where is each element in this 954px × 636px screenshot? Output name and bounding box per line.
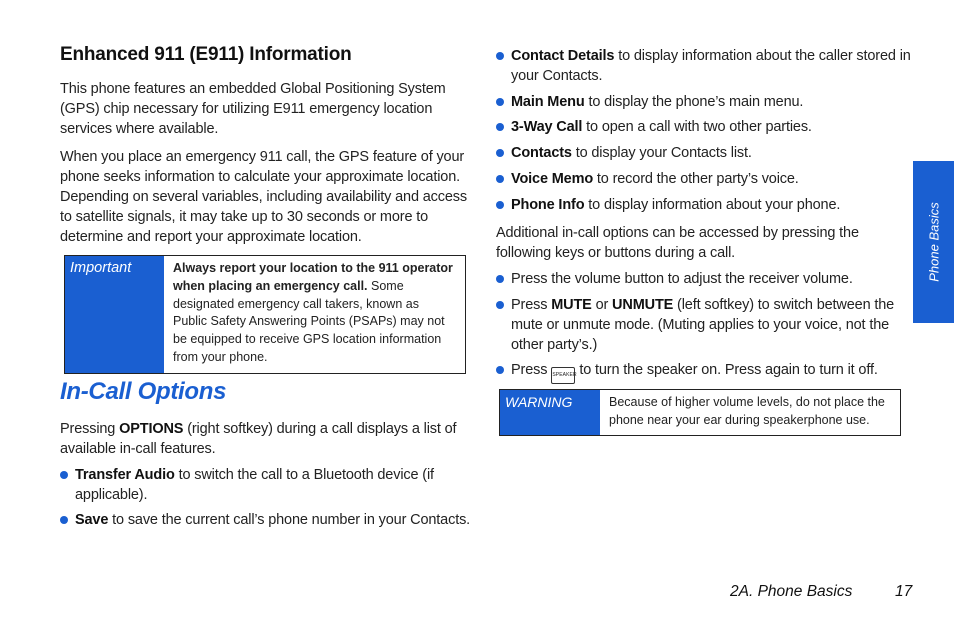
list-item: [496, 143, 921, 163]
e911-paragraph-1: This phone features an embedded Global Positioning System (GPS) chip necessary for utilizing E911 emergency location services where available.: [60, 81, 446, 137]
unmute-key: UNMUTE: [612, 297, 674, 313]
mute-mid: or: [591, 297, 613, 313]
bullet-key: Contact Details: [511, 48, 615, 64]
list-item: [60, 510, 495, 530]
list-item: [496, 92, 921, 112]
warning-text: Because of higher volume levels, do not place the phone near your ear during speakerphone use.: [609, 395, 885, 427]
bullet-key: Transfer Audio: [75, 467, 175, 483]
bullet-key: 3-Way Call: [511, 119, 583, 135]
bullet-text: to open a call with two other parties.: [582, 119, 812, 135]
bullet-text: to display the phone’s main menu.: [584, 94, 804, 110]
footer-section-label: 2A. Phone Basics: [730, 583, 853, 600]
important-text: Some designated emergency call takers, known as Public Safety Answering Points (PSAPs) may not be equipped to receive GPS location information from your phone.: [173, 278, 445, 364]
bullet-icon: [60, 516, 68, 524]
bullet-key: Save: [75, 512, 109, 528]
warning-note-box: [499, 389, 901, 436]
bullet-text: to switch the call to a Bluetooth device (if applicable).: [75, 467, 434, 503]
list-item: [496, 295, 911, 355]
list-item: [496, 269, 921, 289]
bullet-icon: [496, 201, 504, 209]
bullet-text: to record the other party’s voice.: [593, 171, 799, 187]
mute-post: (left softkey) to switch between the mute or unmute mode. (Muting applies to your voice, not the other party’s.): [511, 297, 895, 353]
list-item: [496, 169, 921, 189]
intro-post: (right softkey) during a call displays a list of available in-call features.: [60, 421, 457, 457]
section-heading-e911: Enhanced 911 (E911) Information: [60, 44, 352, 65]
page-number: 17: [895, 583, 913, 600]
important-note-body: [164, 256, 465, 373]
bullet-icon: [496, 149, 504, 157]
bullet-text: to save the current call’s phone number in your Contacts.: [108, 512, 471, 528]
list-item: [60, 465, 470, 505]
bullet-key: Contacts: [511, 145, 572, 161]
side-tab-label: Phone Basics: [926, 202, 941, 282]
bullet-icon: [496, 52, 504, 60]
warning-label: WARNING: [500, 390, 600, 435]
additional-options-paragraph: Additional in-call options can be accessed by pressing the following keys or buttons during a call.: [496, 225, 859, 261]
bullet-key: Phone Info: [511, 197, 585, 213]
important-label: Important: [65, 256, 164, 373]
speaker-post: to turn the speaker on. Press again to turn it off.: [579, 362, 878, 378]
bullet-icon: [496, 301, 504, 309]
list-item: [496, 46, 921, 86]
bullet-text: Press the volume button to adjust the receiver volume.: [511, 271, 853, 287]
bullet-icon: [496, 175, 504, 183]
in-call-intro: [60, 419, 460, 459]
list-item: [496, 360, 921, 384]
bullet-text: to display information about the caller stored in your Contacts.: [511, 48, 911, 84]
list-item: [496, 195, 921, 215]
side-tab-phone-basics: [913, 161, 954, 323]
bullet-icon: [60, 471, 68, 479]
bullet-text: to display your Contacts list.: [571, 145, 752, 161]
intro-pre: Pressing: [60, 421, 120, 437]
options-key: OPTIONS: [119, 421, 184, 437]
mute-key: MUTE: [551, 297, 592, 313]
bullet-icon: [496, 123, 504, 131]
in-call-options-title: In-Call Options: [60, 378, 227, 405]
important-bold-text: Always report your location to the 911 operator when placing an emergency call.: [173, 261, 453, 293]
e911-paragraph-2: When you place an emergency 911 call, the GPS feature of your phone seeks information to calculate your approximate location. Depending on several variables, including availability and access to satellite signals, it may take up to 30 seconds or more to determine and report your approximate location.: [60, 149, 467, 245]
speaker-key-icon: SPEAKER: [551, 367, 575, 384]
speaker-pre: Press: [511, 362, 548, 378]
bullet-key: Main Menu: [511, 94, 585, 110]
bullet-icon: [496, 275, 504, 283]
mute-pre: Press: [511, 297, 552, 313]
bullet-icon: [496, 366, 504, 374]
important-note-box: [64, 255, 466, 374]
list-item: [496, 117, 921, 137]
bullet-key: Voice Memo: [511, 171, 594, 187]
bullet-text: to display information about your phone.: [584, 197, 841, 213]
bullet-icon: [496, 98, 504, 106]
